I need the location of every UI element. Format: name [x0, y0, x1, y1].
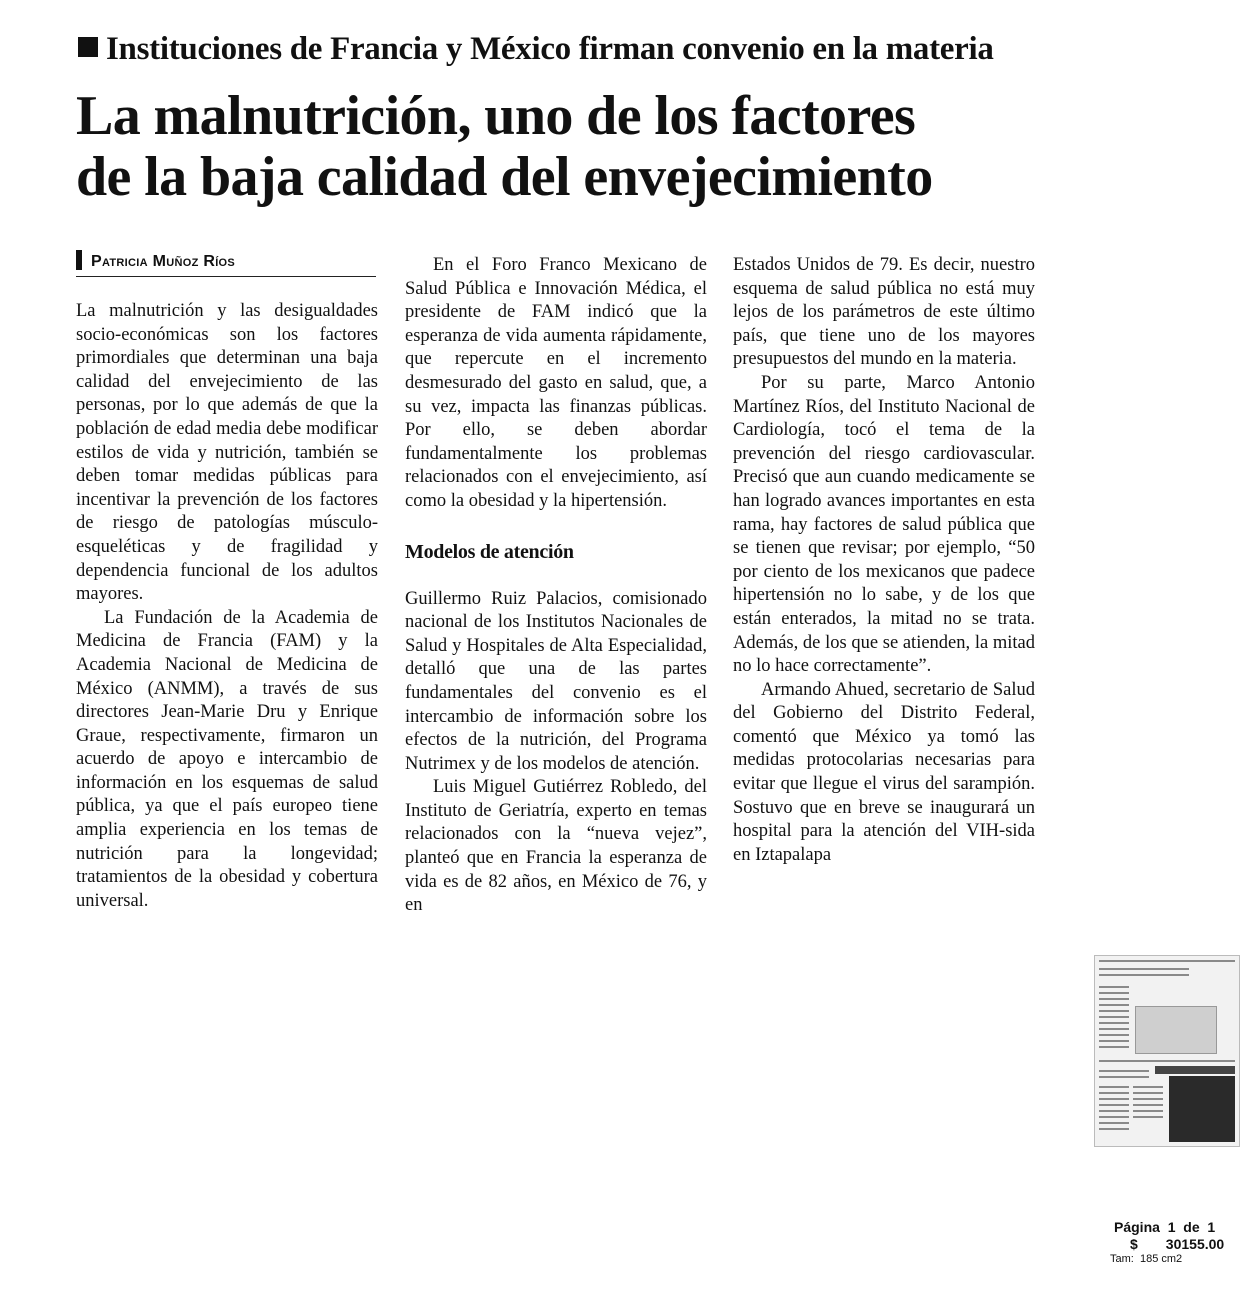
thumb-rule [1099, 1116, 1129, 1118]
size-row [1110, 1253, 1250, 1266]
thumb-photo [1135, 1006, 1217, 1054]
thumb-rule [1099, 1040, 1129, 1042]
page-counter [1110, 1219, 1250, 1236]
paragraph: Estados Unidos de 79. Es decir, nuestro esquema de salud pública no está muy lejos de los parámetros de este último país, que tiene uno de los mayores presupuestos del mundo en la materia. [733, 255, 1035, 370]
of-label: de [1183, 1219, 1200, 1235]
size-value: 185 cm2 [1139, 1253, 1183, 1265]
page-number: 1 [1167, 1219, 1176, 1235]
thumb-rule [1099, 1070, 1149, 1072]
thumb-rule [1099, 960, 1235, 962]
square-bullet-icon [78, 37, 98, 57]
article-column-2 [405, 254, 707, 918]
paragraph: Luis Miguel Gutiérrez Robledo, del Instituto de Geriatría, experto en temas relacionados con la “nueva vejez”, planteó que en Francia la esperanza de vida es de 82 años, en México de 76, y en [405, 777, 707, 916]
headline-line-1: La malnutrición, uno de los factores [76, 85, 916, 147]
size-label: Tam: [1110, 1253, 1134, 1265]
thumb-rule [1099, 1034, 1129, 1036]
paragraph: Guillermo Ruiz Palacios, comisionado nacional de los Institutos Nacionales de Salud y Hospitales de Alta Especialidad, detalló que una de las partes fundamentales del convenio es el intercambio de información sobre los efectos de la nutrición, del Programa Nutrimex y de los modelos de atención. [405, 588, 707, 774]
page-label: Página [1114, 1219, 1160, 1235]
thumb-rule [1099, 1098, 1129, 1100]
thumb-rule [1133, 1110, 1163, 1112]
author-name: Patricia Muñoz Ríos [91, 253, 236, 270]
thumb-rule [1099, 1128, 1129, 1130]
thumb-rule [1099, 968, 1189, 970]
paragraph: Armando Ahued, secretario de Salud del Gobierno del Distrito Federal, comentó que México ya tomó las medidas protocolarias necesarias para evitar que llegue el virus del sarampión. Sostuvo que en breve se inaugurará un hospital para la atención del VIH-sida en Iztapalapa [733, 679, 1035, 865]
thumb-rule [1099, 1046, 1129, 1048]
thumb-highlight-headline [1155, 1066, 1235, 1074]
thumb-rule [1133, 1098, 1163, 1100]
thumb-rule [1099, 986, 1129, 988]
thumb-rule [1099, 1060, 1235, 1062]
thumb-rule [1099, 974, 1189, 976]
thumb-rule [1099, 1028, 1129, 1030]
thumb-rule [1099, 1004, 1129, 1006]
thumb-rule [1133, 1104, 1163, 1106]
kicker-text: Instituciones de Francia y México firman convenio en la materia [106, 31, 994, 67]
article-headline [76, 86, 1076, 208]
page-info [1110, 1219, 1250, 1266]
thumb-rule [1099, 998, 1129, 1000]
thumb-rule [1133, 1086, 1163, 1088]
price-row [1110, 1236, 1250, 1253]
thumb-rule [1099, 1086, 1129, 1088]
thumb-rule [1099, 992, 1129, 994]
currency-symbol: $ [1130, 1236, 1138, 1252]
thumb-rule [1133, 1092, 1163, 1094]
thumb-rule [1099, 1010, 1129, 1012]
section-subheading: Modelos de atención [405, 540, 574, 563]
thumb-rule [1099, 1092, 1129, 1094]
thumb-rule [1133, 1116, 1163, 1118]
page-total: 1 [1207, 1219, 1216, 1235]
byline-bar-icon [76, 250, 82, 270]
page-thumbnail [1094, 955, 1240, 1147]
article-column-3 [733, 254, 1035, 867]
thumb-rule [1099, 1022, 1129, 1024]
headline-line-2: de la baja calidad del envejecimiento [76, 146, 933, 208]
thumb-rule [1099, 1016, 1129, 1018]
byline [76, 250, 376, 277]
thumb-rule [1099, 1076, 1149, 1078]
paragraph: Por su parte, Marco Antonio Martínez Ríos, del Instituto Nacional de Cardiología, tocó el tema de la prevención del riesgo cardiovascular. Precisó que aun cuando medicamente se han logrado avances importantes en esta rama, hay factores de salud pública que se tienen que revisar; por ejemplo, “50 por ciento de los mexicanos que padece hipertensión no lo sabe, y de los que están enterados, la mitad no se trata. Además, de los que se atienden, la mitad no lo hace correctamente”. [733, 372, 1035, 677]
article-column-1 [76, 300, 378, 913]
thumb-rule [1099, 1122, 1129, 1124]
paragraph: La Fundación de la Academia de Medicina de Francia (FAM) y la Academia Nacional de Medicina de México (ANMM), a través de sus directores Jean-Marie Dru y Enrique Graue, respectivamente, firmaron un acuerdo de apoyo e intercambio de información en los esquemas de salud pública, ya que el país europeo tiene amplia experiencia en los temas de nutrición para la longevidad; tratamientos de la obesidad y cobertura universal. [76, 607, 378, 911]
thumb-rule [1099, 1104, 1129, 1106]
thumb-highlighted-article [1169, 1076, 1235, 1142]
paragraph: La malnutrición y las desigualdades socio-económicas son los factores primordiales que determinan una baja calidad del envejecimiento de las personas, por lo que además de que la población de edad media debe modificar estilos de vida y nutrición, también se deben tomar medidas públicas para incentivar la prevención de los factores de riesgo de patologías músculo-esqueléticas y de fragilidad y dependencia funcional de los adultos mayores. [76, 301, 378, 605]
price-amount: 30155.00 [1165, 1236, 1225, 1252]
paragraph: En el Foro Franco Mexicano de Salud Pública e Innovación Médica, el presidente de FAM indicó que la esperanza de vida aumenta rápidamente, que repercute en el incremento desmesurado del gasto en salud, que, a su vez, impacta las finanzas públicas. Por ello, se deben abordar fundamentalmente los problemas relacionados con el envejecimiento, así como la obesidad y la hipertensión. [405, 255, 707, 511]
thumb-rule [1099, 1110, 1129, 1112]
article-kicker [78, 30, 1078, 68]
